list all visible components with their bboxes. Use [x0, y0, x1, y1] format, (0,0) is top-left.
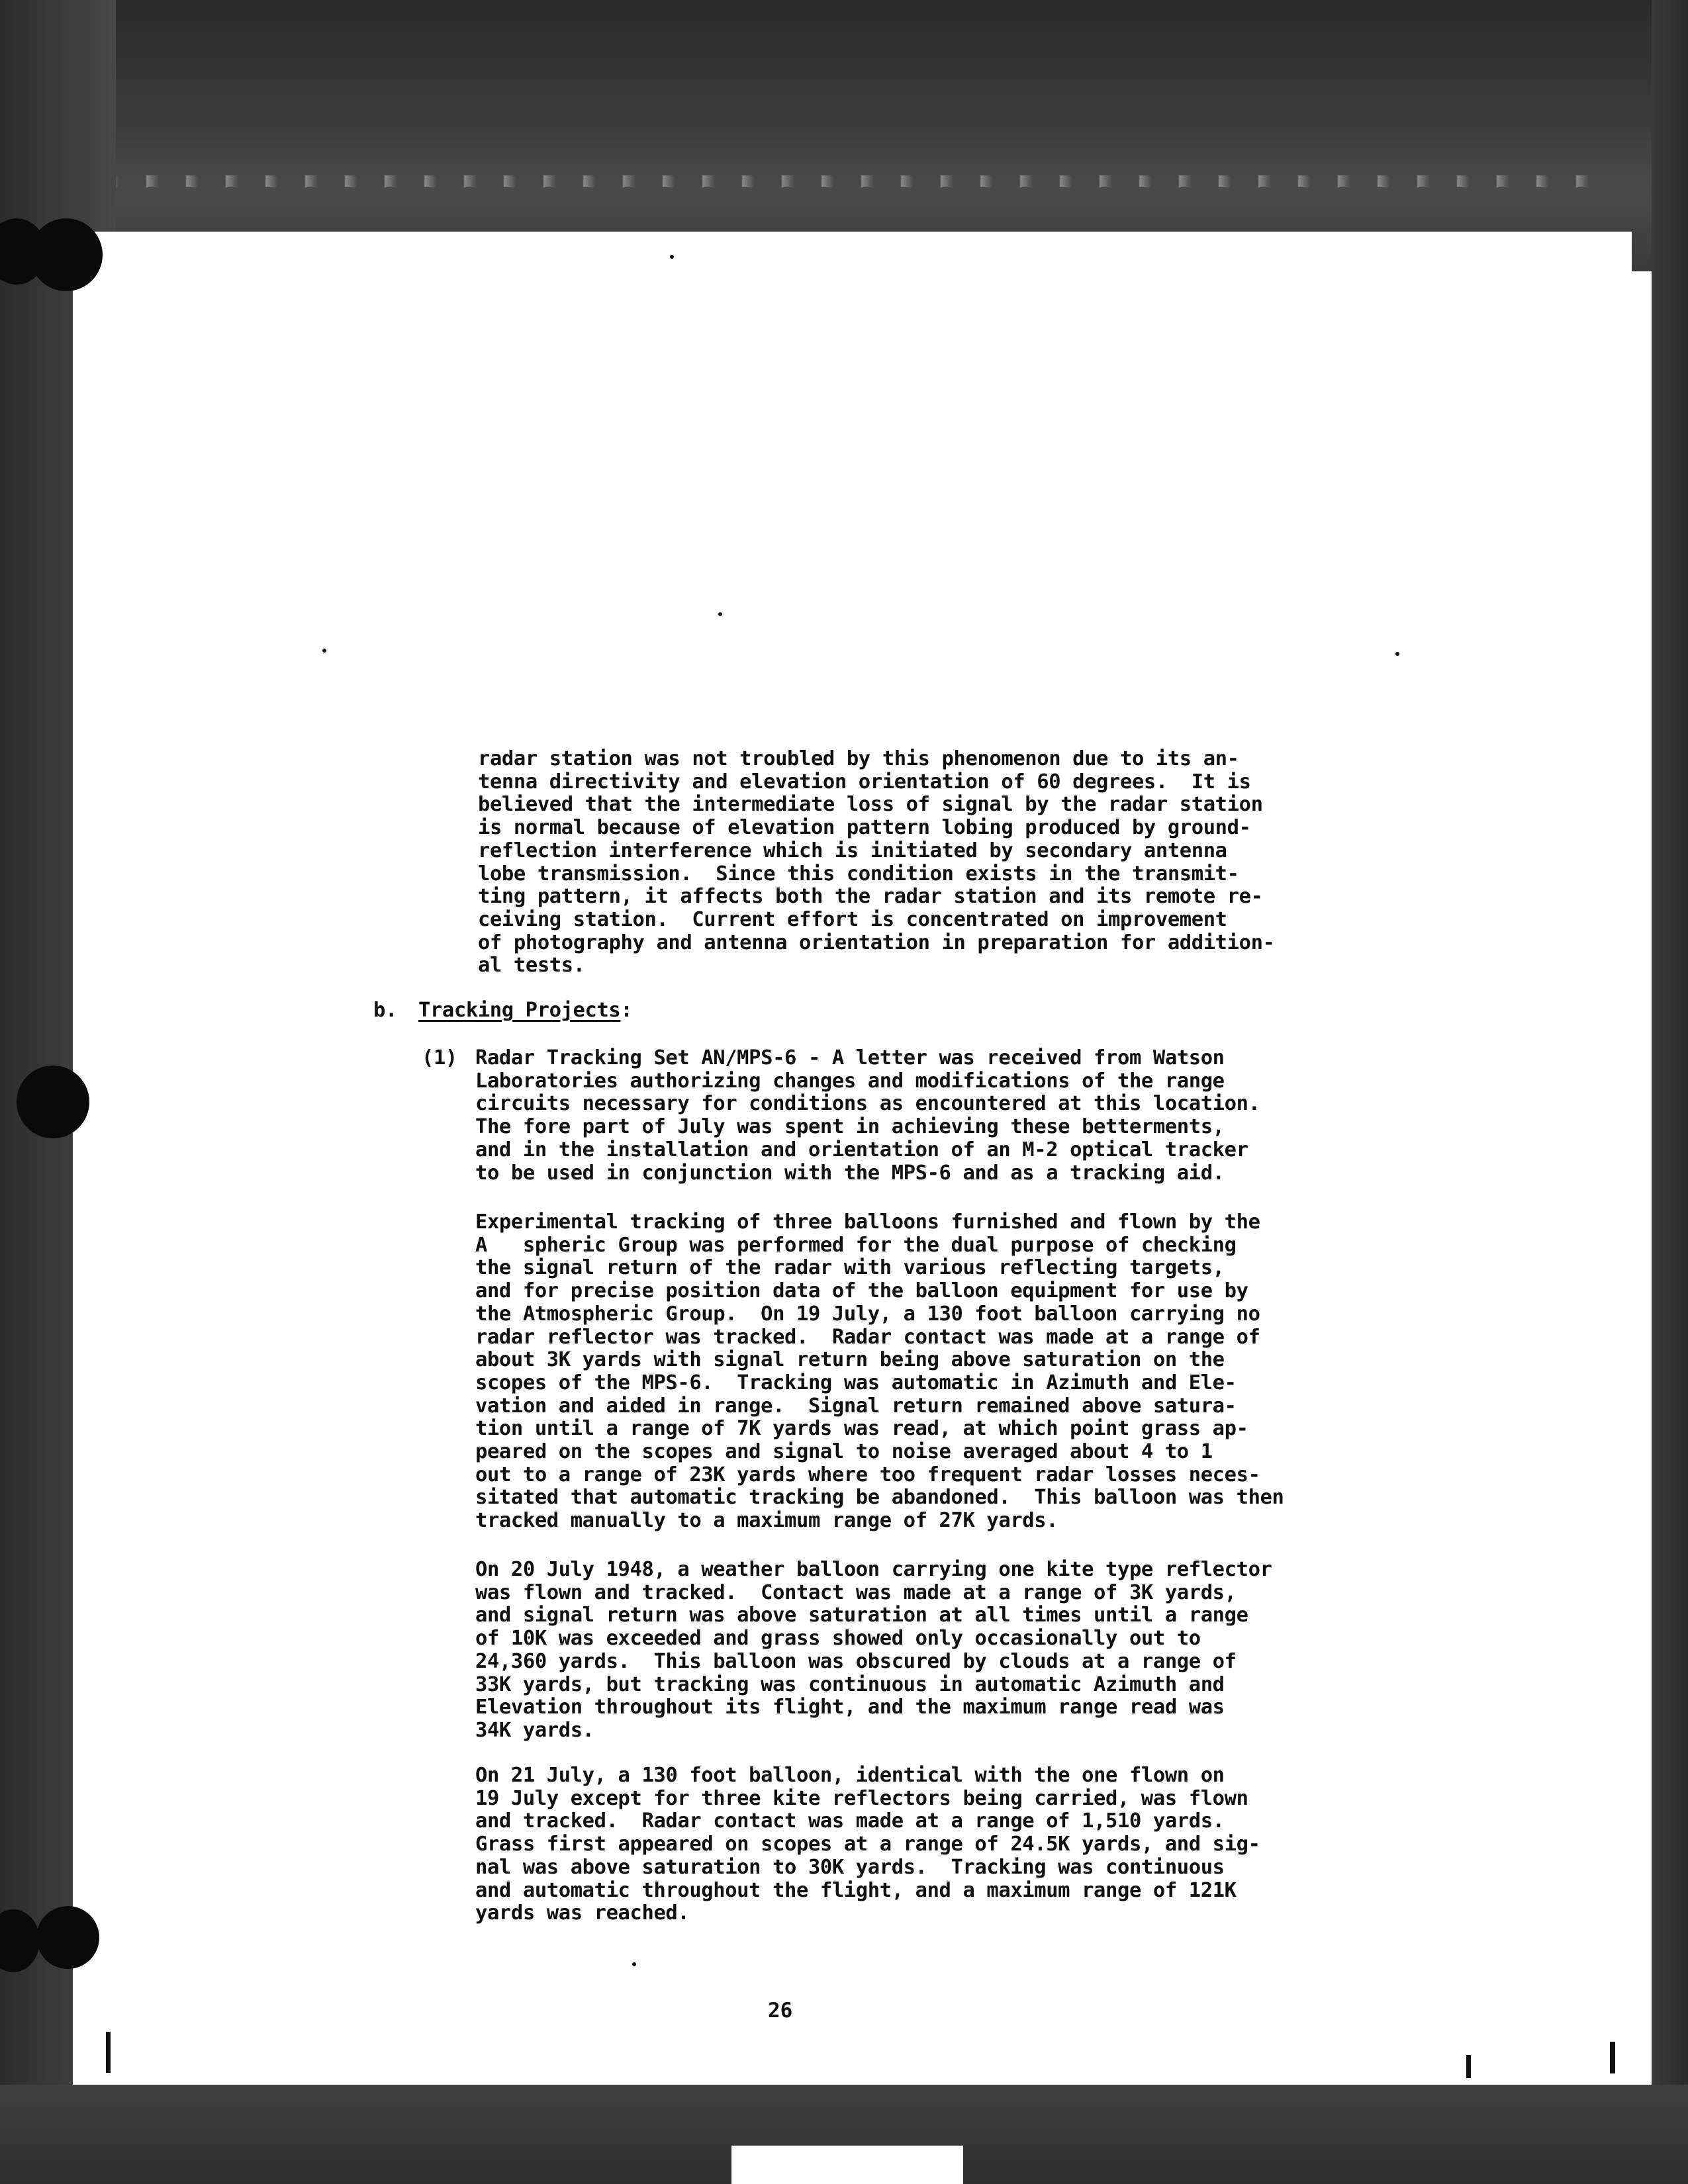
scan-mark: [106, 2032, 111, 2073]
section-heading: [418, 999, 632, 1023]
punch-hole: [17, 1066, 89, 1138]
section-label: b.: [373, 999, 397, 1022]
punch-hole: [36, 1906, 99, 1969]
intro-paragraph: radar station was not troubled by this phenomenon due to its an- tenna directivity and elevation orientation of 60 degrees. It is believed that the intermediate loss of signal by the radar station is normal because of elevation pattern lobing produced by ground- reflection interference which is initiated by secondary antenna lobe transmission. Since this condition exists in the transmit- ting pattern, it affects both the radar station and its remote re- ceiving station. Current effort is concentrated on improvement of photography and antenna orientation in preparation for addition- al tests.: [478, 747, 1275, 978]
scan-mark: [1466, 2055, 1471, 2078]
scan-speck: [670, 255, 674, 259]
item-paragraph: On 20 July 1948, a weather balloon carrying one kite type reflector was flown and tracked. Contact was made at a range of 3K yards, and signal return was above saturation at all times until a range of 10K was exceeded and grass showed only occasionally out to 24,360 yards. This balloon was obscured by clouds at a range of 33K yards, but tracking was continuous in automatic Azimuth and Elevation throughout its flight, and the maximum range read was 34K yards.: [475, 1558, 1272, 1742]
scan-border-top: [0, 0, 1688, 271]
item-paragraph: Experimental tracking of three balloons furnished and flown by the A spheric Group was performed for the dual purpose of checking the signal return of the radar with various reflecting targets, and for precise position data of the balloon equipment for use by the Atmospheric Group. On 19 July, a 130 foot balloon carrying no radar reflector was tracked. Radar contact was made at a range of about 3K yards with signal return being above saturation on the scopes of the MPS-6. Tracking was automatic in Azimuth and Ele- vation and aided in range. Signal return remained above satura- tion until a range of 7K yards was read, at which point grass ap- peared on the scopes and signal to noise averaged about 4 to 1 out to a range of 23K yards where too frequent radar losses neces- sitated that automatic tracking be abandoned. This balloon was then tracked manually to a maximum range of 27K yards.: [475, 1210, 1284, 1533]
scan-border-right: [1652, 0, 1688, 2184]
item-number: (1): [422, 1046, 457, 1069]
scan-bottom-tab: [731, 2146, 963, 2184]
scan-speck: [322, 649, 326, 653]
scan-speck: [718, 612, 722, 616]
page-number: 26: [768, 1999, 793, 2023]
scan-speck: [632, 1962, 636, 1966]
item-paragraph: Radar Tracking Set AN/MPS-6 - A letter was received from Watson Laboratories authorizing changes and modifications of the range circuits necessary for conditions as encountered at this location. The fore part of July was spent in achieving these betterments, and in the installation and orientation of an M-2 optical tracker to be used in conjunction with the MPS-6 and as a tracking aid.: [475, 1046, 1260, 1185]
item-paragraph: On 21 July, a 130 foot balloon, identical with the one flown on 19 July except for three kite reflectors being carried, was flown and tracked. Radar contact was made at a range of 1,510 yards. Grass first appeared on scopes at a range of 24.5K yards, and sig- nal was above saturation to 30K yards. Tracking was continuous and automatic throughout the flight, and a maximum range of 121K yards was reached.: [475, 1764, 1260, 1925]
section-title: Tracking Projects: [418, 999, 621, 1022]
punch-hole: [30, 218, 103, 291]
scan-streak: [79, 175, 1602, 187]
section-title-colon: :: [620, 999, 633, 1022]
scan-mark: [1610, 2042, 1615, 2073]
scan-speck: [1395, 652, 1399, 656]
